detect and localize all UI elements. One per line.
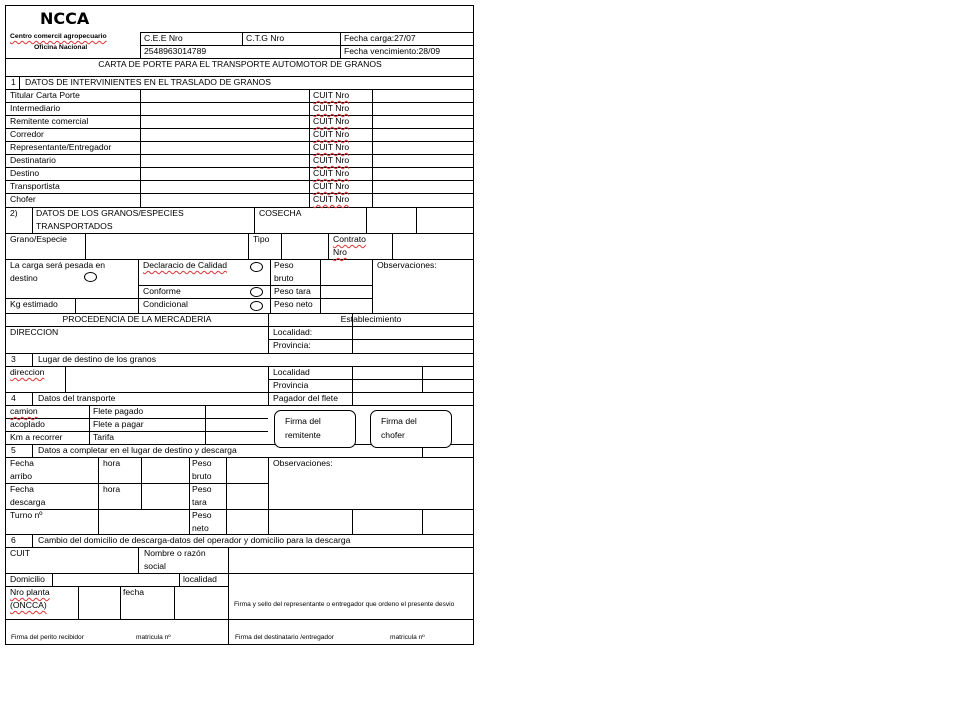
- destino-direccion-text: direccion: [10, 367, 45, 377]
- sec6-number: 6: [11, 535, 16, 545]
- interviniente-label: Intermediario: [10, 103, 61, 113]
- cuit-label: [313, 102, 349, 115]
- peso-bruto-label: Peso bruto: [274, 260, 294, 283]
- hora-arribo-label: hora: [103, 458, 121, 468]
- sec6-title: Cambio del domicilio de descarga-datos del operador y domicilio para la descarga: [38, 535, 351, 545]
- sec6-localidad-label: localidad: [183, 574, 217, 584]
- cee-label: C.E.E Nro: [144, 33, 183, 43]
- sec1-title: DATOS DE INTERVINIENTES EN EL TRASLADO DE GRANOS: [25, 77, 271, 87]
- cuit-label: [313, 128, 349, 141]
- carga-label: La carga será pesada en destino: [10, 260, 106, 283]
- localidad-label: Localidad:: [273, 327, 313, 337]
- km-label: Km a recorrer: [10, 432, 63, 442]
- destino-localidad-label: Localidad: [273, 367, 310, 377]
- interviniente-label: Destinatario: [10, 155, 56, 165]
- fecha-carga: Fecha carga:27/07: [344, 33, 416, 43]
- interviniente-label: Chofer: [10, 194, 36, 204]
- org-line1: Centro comercil agropecuario: [10, 33, 107, 40]
- sec5-observaciones-label: Observaciones:: [273, 458, 333, 468]
- destino-direccion-label: [10, 366, 44, 379]
- document-number: 2548963014789: [144, 46, 207, 56]
- tipo-label: Tipo: [253, 234, 270, 244]
- form-title: CARTA DE PORTE PARA EL TRANSPORTE AUTOMOTOR DE GRANOS: [98, 59, 382, 69]
- cuit-text: CUIT Nro: [313, 142, 350, 152]
- contrato-text: Contrato Nro: [333, 234, 366, 257]
- cuit-label: [313, 154, 349, 167]
- sec6-fecha-label: fecha: [123, 587, 145, 597]
- condicional-radio[interactable]: [250, 301, 263, 311]
- condicional-label: Condicional: [143, 299, 188, 309]
- nro-planta-label: [10, 586, 76, 612]
- sec6-cuit-label: CUIT: [10, 548, 31, 558]
- sec4-title: Datos del transporte: [38, 393, 116, 403]
- grano-label: Grano/Especie: [10, 234, 67, 244]
- cuit-text: CUIT Nro: [313, 129, 350, 139]
- fecha-arribo-label: Fecha arribo: [10, 458, 34, 481]
- interviniente-label: Destino: [10, 168, 40, 178]
- sec5-title: Datos a completar en el lugar de destino y descarga: [38, 445, 237, 455]
- sec1-number: 1: [11, 77, 16, 87]
- establecimiento-label: Establecimiento: [340, 314, 402, 324]
- sec3-number: 3: [11, 354, 16, 364]
- procedencia-title: PROCEDENCIA DE LA MERCADERIA: [62, 314, 212, 324]
- declaracion-radio[interactable]: [250, 262, 263, 272]
- peso-neto-label: Peso neto: [274, 299, 313, 309]
- cuit-text: CUIT Nro: [313, 116, 350, 126]
- peso-tara-label: Peso tara: [274, 286, 311, 296]
- cuit-text: CUIT Nro: [313, 103, 350, 113]
- turno-label: Turno nº: [10, 510, 43, 520]
- interviniente-label: Remitente comercial: [10, 116, 89, 126]
- fecha-vencimiento: Fecha vencimiento:28/09: [344, 46, 441, 56]
- acoplado-label: acoplado: [10, 419, 45, 429]
- conforme-label: Conforme: [143, 286, 181, 296]
- sec5-peso-tara-label: Peso tara: [192, 484, 212, 507]
- cuit-text: CUIT Nro: [313, 168, 350, 178]
- nombre-label: Nombre o razón social: [144, 548, 206, 571]
- interviniente-label: Corredor: [10, 129, 44, 139]
- cuit-text: CUIT Nro: [313, 90, 350, 100]
- carga-destino-radio[interactable]: [84, 272, 97, 282]
- domicilio-label: Domicilio: [10, 574, 45, 584]
- flete-pagar-label: Flete a pagar: [93, 419, 144, 429]
- ctg-label: C.T.G Nro: [246, 33, 285, 43]
- cuit-label: [313, 115, 349, 128]
- tarifa-label: Tarifa: [93, 432, 115, 442]
- fecha-descarga-label: Fecha descarga: [10, 484, 46, 507]
- sec5-peso-bruto-label: Peso bruto: [192, 458, 212, 481]
- cuit-label: [313, 180, 349, 193]
- direccion-label: DIRECCION: [10, 327, 59, 337]
- camion-label: [10, 405, 38, 418]
- cuit-text: CUIT Nro: [313, 181, 350, 191]
- provincia-label: Provincia:: [273, 340, 311, 350]
- matricula1-label: matricula nº: [136, 634, 171, 641]
- sec5-number: 5: [11, 445, 16, 455]
- cuit-label: [313, 89, 349, 102]
- cuit-text: CUIT Nro: [313, 194, 350, 204]
- conforme-radio[interactable]: [250, 287, 263, 297]
- matricula2-label: matricula nº: [390, 634, 425, 641]
- sec5-peso-neto-label: Peso neto: [192, 510, 212, 533]
- contrato-label: [333, 233, 381, 259]
- sec3-title: Lugar de destino de los granos: [38, 354, 157, 364]
- nro-planta-text: Nro planta (ONCCA): [10, 587, 50, 610]
- interviniente-label: Titular Carta Porte: [10, 90, 80, 100]
- sec2-number: 2): [10, 208, 18, 218]
- interviniente-label: Representante/Entregador: [10, 142, 112, 152]
- firma-destinatario-label: Firma del destinatario /entregador: [235, 634, 334, 641]
- kg-estimado-label: Kg estimado: [10, 299, 58, 309]
- org-office: Oficina Nacional: [34, 44, 88, 51]
- hora-descarga-label: hora: [103, 484, 121, 494]
- flete-pagado-label: Flete pagado: [93, 406, 144, 416]
- declaracion-label: [143, 259, 227, 272]
- sec4-number: 4: [11, 393, 16, 403]
- firma-sello-label: Firma y sello del representante o entregador que ordeno el presente desvio: [234, 601, 455, 608]
- destino-provincia-label: Provincia: [273, 380, 309, 390]
- observaciones-label: Observaciones:: [377, 260, 437, 270]
- firma-perito-label: Firma del perito recibidor: [11, 634, 84, 641]
- interviniente-label: Transportista: [10, 181, 60, 191]
- org-name: [10, 32, 107, 41]
- camion-text: camion: [10, 406, 38, 416]
- firma-remitente-label: Firma del remitente: [285, 416, 321, 440]
- cosecha-label: COSECHA: [259, 208, 302, 218]
- cuit-text: CUIT Nro: [313, 155, 350, 165]
- sec2-title: DATOS DE LOS GRANOS/ESPECIES TRANSPORTADOS: [36, 208, 184, 231]
- cuit-label: [313, 167, 349, 180]
- declaracion-text: Declaracio de Calidad: [143, 260, 228, 270]
- cuit-label: [313, 193, 349, 206]
- carta-de-porte-form: [5, 5, 474, 645]
- pagador-label: Pagador del flete: [273, 393, 338, 403]
- cuit-label: [313, 141, 349, 154]
- firma-chofer-label: Firma del chofer: [381, 416, 417, 440]
- ncca-logo: NCCA: [40, 9, 90, 28]
